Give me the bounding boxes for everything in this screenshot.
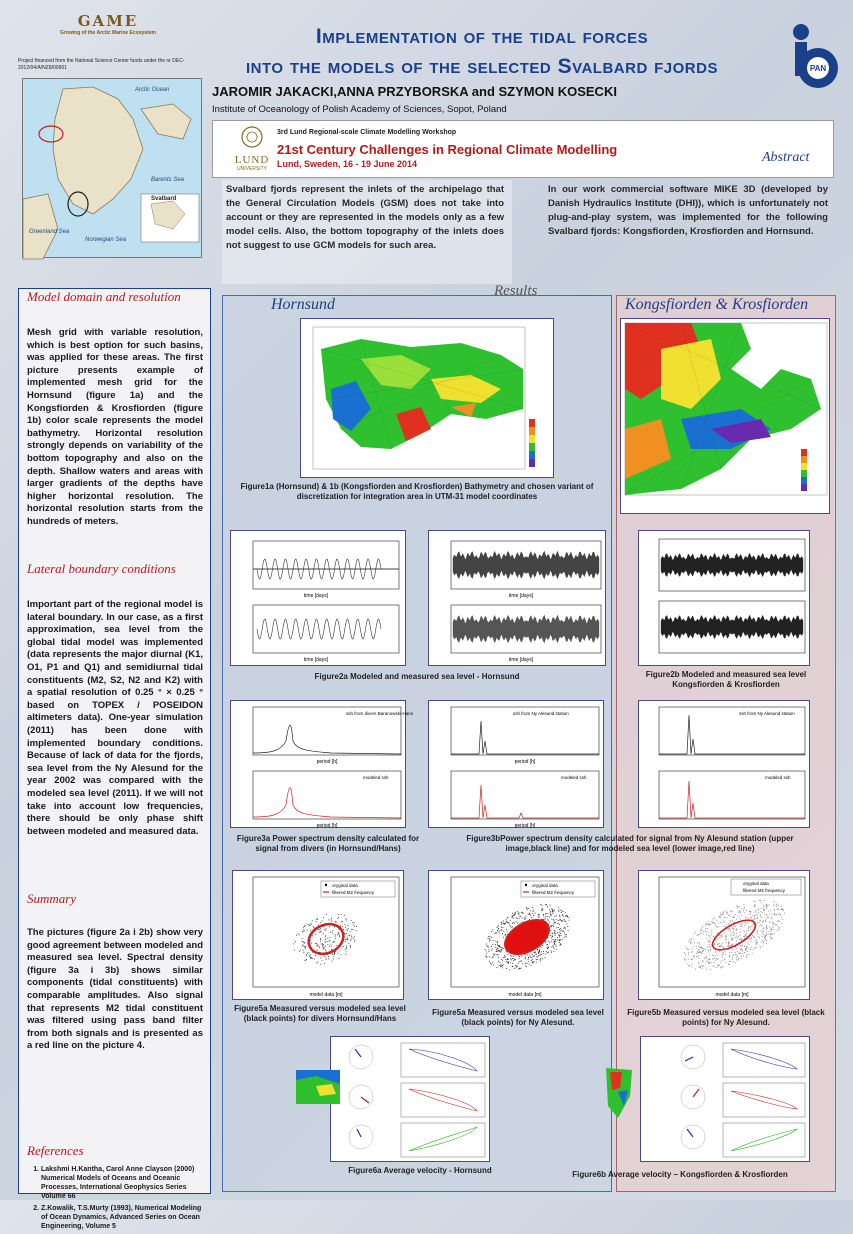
- fig2a-right-xlabel-top: time [days]: [508, 593, 534, 599]
- abstract-right-text: In our work commercial software MIKE 3D (developed by Danish Hydraulics Institute (DHI)), which is unfortunately not plug-and-play system, was implemented for the following Svalbard fjords: Kongsfiorden, Krosfiorden and Hornsund.: [548, 184, 828, 237]
- fig3b-left-legend-top: ssh from Ny Alesund station: [513, 711, 569, 716]
- figure-1b-colorbar: [801, 449, 807, 491]
- fig5a-h-xlabel: model data [m]: [309, 992, 343, 998]
- lund-university: UNIVERSITY: [236, 166, 267, 172]
- figure-6b-thumb: [604, 1066, 634, 1120]
- fig5a-h-legend-filt: filtered M2 frequency: [332, 890, 375, 895]
- figure-1a-bathymetry: [301, 319, 555, 479]
- abstract-heading: Abstract: [762, 150, 810, 165]
- caption-fig5a-horn: Figure5a Measured versus modeled sea level (black points) for divers Hornsund/Hans: [234, 1004, 406, 1023]
- reference-item: 1. Lakshmi H.Kantha, Carol Anne Clayson (2000) Numerical Models of Oceans and Oceanic Processes, International Geophysics Series Volume 66: [41, 1165, 203, 1201]
- results-label: Results: [494, 283, 538, 299]
- caption-fig5b: Figure5b Measured versus modeled sea level (black points) for Ny Alesund.: [627, 1008, 825, 1027]
- hornsund-title: Hornsund: [271, 296, 336, 313]
- fig3b-right-legend-top: ssh from Ny Alesund station: [739, 711, 795, 716]
- institute: Institute of Oceanology of Polish Academy of Sciences, Sopot, Poland: [212, 104, 507, 115]
- fig3b-left-xlabel-top: period [h]: [514, 759, 536, 765]
- figure-5a-hornsund-chart: [233, 871, 405, 1001]
- scatter-points: [293, 914, 357, 965]
- fig5a-n-xlabel: model data [m]: [508, 992, 542, 998]
- workshop-banner: [212, 120, 834, 178]
- caption-fig6b: Figure6b Average velocity – Kongsfiorden & Krosfiorden: [572, 1170, 788, 1179]
- figure-3b-right-chart: [639, 701, 811, 829]
- figure-3b-left-chart: [429, 701, 605, 829]
- references-items: [27, 1165, 203, 1234]
- workshop-line-1: 3rd Lund Regional-scale Climate Modelling Workshop: [277, 129, 457, 136]
- lateral-title: Lateral boundary conditions: [27, 561, 176, 576]
- figure-5a-hornsund: [232, 870, 404, 1000]
- caption-fig1: Figure1a (Hornsund) & 1b (Kongsfiorden and Krosfiorden) Bathymetry and chosen variant of discretization for integration area in UTM-31 model coordinates: [240, 482, 594, 501]
- figure-6a-chart: [331, 1037, 491, 1163]
- figure-6a-thumb-map: [296, 1070, 340, 1104]
- pan-logo-icon: [786, 22, 840, 92]
- game-logo: [18, 12, 198, 36]
- pan-logo-text: PAN: [809, 64, 827, 73]
- figure-6b-chart: [641, 1037, 811, 1163]
- fig5a-h-legend-orig: oryginal data: [332, 883, 358, 888]
- poster-title: [172, 22, 792, 82]
- figure-1b: [620, 318, 830, 514]
- workshop-line-3: Lund, Sweden, 16 - 19 June 2014: [277, 159, 418, 169]
- figure-5a-ny-chart: [429, 871, 605, 1001]
- title-line-1: Implementation of the tidal forces: [315, 25, 649, 48]
- caption-fig5a-ny: Figure5a Measured versus modeled sea level (black points) for Ny Alesund.: [432, 1008, 604, 1027]
- map-label-barents: Barents Sea: [151, 177, 185, 183]
- summary-text: The pictures (figure 2a i 2b) show very good agreement between modeled and measured sea level. Spectral density (figure 3a i 3b) shows similar components (tidal constituents) with comparable amplitudes. Also signal that represents M2 tidal constituent was filtered using pass band filter from both signals and is presented as a red line on the picture 4.: [27, 927, 203, 1052]
- fig3a-legend-top: ssh from divers Baranowski-Hans: [346, 711, 414, 716]
- map-label-arctic: Arctic Ocean: [135, 87, 170, 93]
- scatter-points: [684, 900, 785, 970]
- lund-name: LUND: [234, 154, 270, 166]
- lateral-text: Important part of the regional model is lateral boundary. In our case, as a first approximation, sea level from the global tidal model was implemented (data represents the major diurnal (K1, O1, P1 and Q1) and semidiurnal tidal constituents (M2, S2, N2 and K2) with a spatial resolution of 0.25 ° × 0.25 ° based on TOPEX / POSEIDON altimeters data). One-year simulation (2011) has been done with implemented boundary conditions. Because of lack of data for the fjords, sea level from the Ny Alesund for the year 2002 was compared with the modeled sea level (2011). If we will not take into account low frequencies, there should be only phase shift between modeled and measured data.: [27, 599, 203, 837]
- funding-note: Project financed from the National Science Center funds under the nr DEC-2012/04/A/NZ8/00661: [18, 58, 185, 71]
- fig5b-legend-filt: filtered M2 frequency: [743, 888, 786, 893]
- reference-item: 2. Z.Kowalik, T.S.Murty (1993), Numerical Modeling of Ocean Dynamics, Advanced Series on Ocean Engineering, Volume 5: [41, 1204, 203, 1231]
- map-label-norwegian: Norwegian Sea: [85, 237, 127, 243]
- fig3b-left-xlabel-bottom: period [h]: [514, 823, 536, 829]
- figure-5a-ny: [428, 870, 604, 1000]
- map-label-svalbard: Svalbard: [151, 196, 177, 202]
- game-logo-subtitle: Growing of the Arctic Marine Ecosystem: [60, 30, 156, 36]
- kongs-title: Kongsfiorden & Krosfiorden: [625, 296, 809, 313]
- figure-6a-thumb: [296, 1070, 340, 1104]
- figure-2a-right: [428, 530, 606, 666]
- svalbard-map: [22, 78, 202, 258]
- figure-2a-right-chart: [429, 531, 607, 667]
- figure-1a-colorbar: [529, 419, 535, 467]
- references-title: References: [27, 1143, 84, 1158]
- figure-6b-thumb-map: [604, 1066, 634, 1120]
- model-domain-text: Mesh grid with variable resolution, which is best option for such basins, was applied for these areas. The first picture presents example of implemented mesh grid for the Hornsund (figure 1a) and the Kongsfiorden & Krosfiorden (figure 1b) color scale represents the model bathymetry. Horizontal resolution strongly depends on variability of the bottom topography and also on the depth. Shallow waters and areas with larger gradients of the depths have higher horizontal resolution. The horizontal resolution starts from the hundreds of meters.: [27, 327, 203, 527]
- fig3a-xlabel-bottom: period [h]: [316, 823, 338, 829]
- model-domain-title: Model domain and resolution: [27, 289, 181, 304]
- fig2a-right-xlabel-bottom: time [days]: [508, 657, 534, 663]
- caption-fig2b: Figure2b Modeled and measured sea level Kongsfiorden & Krosfiorden: [645, 670, 807, 689]
- caption-fig3a: Figure3a Power spectrum density calculated for signal from divers (in Hornsund/Hans): [236, 834, 420, 853]
- fig2a-left-xlabel-top: time [days]: [303, 593, 329, 599]
- figure-3a-chart: [231, 701, 414, 829]
- figure-1b-bathymetry: [621, 319, 831, 515]
- fig5b-legend-orig: oryginal data: [743, 881, 769, 886]
- authors: JAROMIR JAKACKI,ANNA PRZYBORSKA and SZYMON KOSECKI: [212, 84, 617, 99]
- caption-fig6a: Figure6a Average velocity - Hornsund: [348, 1166, 492, 1175]
- fig5a-n-legend-filt: filtered M2 frequency: [532, 890, 575, 895]
- abstract-left-text: Svalbard fjords represent the inlets of the archipelago that the General Circulation Models (GSM) does not take into account or they are represented in the models only as a few model cells. Also, the bottom topography of the inlets does not suggest to use GCM models for such area.: [226, 184, 504, 251]
- figure-5b: [638, 870, 810, 1000]
- figure-3b-right: [638, 700, 810, 828]
- figure-2b: [638, 530, 810, 666]
- caption-fig2a: Figure2a Modeled and measured sea level - Hornsund: [314, 672, 520, 681]
- fig3b-left-legend-bottom: modeled ssh: [561, 775, 587, 780]
- caption-fig3b: Figure3bPower spectrum density calculated for signal from Ny Alesund station (upper image,black line) and for modeled sea level (lower image,red line): [466, 834, 794, 853]
- fig3a-xlabel-top: period [h]: [316, 759, 338, 765]
- fig3b-right-legend-bottom: modeled ssh: [765, 775, 791, 780]
- fig5b-xlabel: model data [m]: [715, 992, 749, 998]
- workshop-line-2: 21st Century Challenges in Regional Climate Modelling: [277, 142, 618, 157]
- map-label-greenland: Greenland Sea: [29, 229, 70, 235]
- figure-3b-left: [428, 700, 604, 828]
- title-line-2: into the models of the selected Svalbard fjords: [246, 55, 718, 78]
- figure-1a: [300, 318, 554, 478]
- figure-2a-left-chart: [231, 531, 407, 667]
- figure-3a: [230, 700, 414, 829]
- figure-2b-chart: [639, 531, 811, 667]
- summary-title: Summary: [27, 891, 77, 906]
- figure-6a: [330, 1036, 490, 1162]
- figure-6b: [640, 1036, 810, 1162]
- lund-seal-icon: [237, 125, 267, 149]
- figure-5b-chart: [639, 871, 811, 1001]
- left-column: [18, 288, 211, 1230]
- fig5a-n-legend-orig: oryginal data: [532, 883, 558, 888]
- fig3a-legend-bottom: modeled ssh: [363, 775, 389, 780]
- fig2a-left-xlabel-bottom: time [days]: [303, 657, 329, 663]
- game-logo-title: GAME: [77, 12, 139, 30]
- lund-logo: [227, 125, 277, 172]
- pan-logo: [786, 22, 840, 92]
- figure-2a-left: [230, 530, 406, 666]
